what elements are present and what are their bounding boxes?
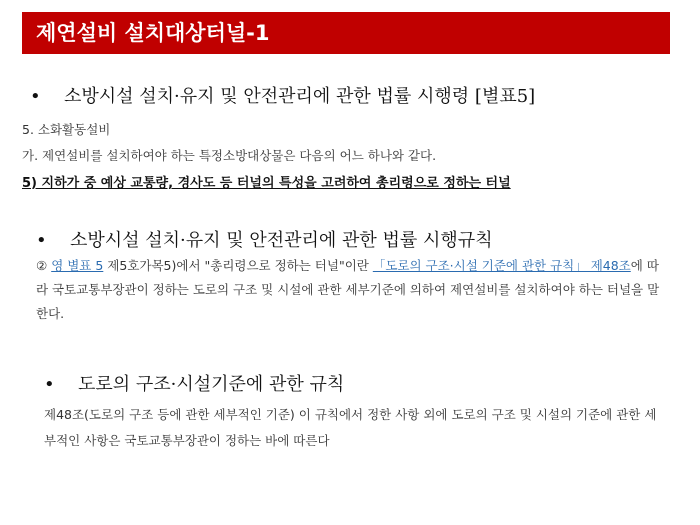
section1-line-2: 가. 제연설비를 설치하여야 하는 특정소방대상물은 다음의 어느 하나와 같다.	[22, 148, 437, 163]
section2-paragraph	[36, 254, 666, 326]
slide-title: 제연설비 설치대상터널-1	[22, 12, 670, 54]
section1-underlined-text: 5) 지하가 중 예상 교통량, 경사도 등 터널의 특성을 고려하여 총리령으로 정하는 터널	[22, 176, 511, 191]
bullet: •	[36, 230, 47, 251]
bullet: •	[30, 86, 41, 107]
section1-line-3	[22, 172, 511, 191]
section2-heading: 소방시설 설치·유지 및 안전관리에 관한 법률 시행규칙	[70, 230, 493, 251]
section1-heading: 소방시설 설치·유지 및 안전관리에 관한 법률 시행령 [별표5]	[64, 86, 536, 107]
section3-heading: 도로의 구조·시설기준에 관한 규칙	[78, 374, 345, 395]
bullet: •	[44, 374, 55, 395]
section2-prefix: ②	[36, 258, 52, 273]
section2-link-article48[interactable]: 「도로의 구조·시설 기준에 관한 규칙」 제48조	[372, 258, 631, 273]
section1-line-1: 5. 소화활동설비	[22, 122, 111, 137]
section2-link-annex5[interactable]: 영 별표 5	[51, 258, 104, 273]
section2-text-mid: 제5호가목5)에서 "총리령으로 정하는 터널"이란	[103, 258, 373, 273]
section2-text-rest: 에 따라 국토교통부장관이 정하는 도로의 구조 및 시설에 관한 세부기준에 의하여 제연설비를 설치하여야 하는 터널을 말한다.	[36, 258, 660, 321]
section1-heading-row	[30, 82, 535, 108]
section2-heading-row	[36, 226, 493, 252]
section3-heading-row	[44, 370, 344, 396]
section3-paragraph: 제48조(도로의 구조 등에 관한 세부적인 기준) 이 규칙에서 정한 사항 외에 도로의 구조 및 시설의 기준에 관한 세부적인 사항은 국토교통부장관이 정하는 바에 따른다	[44, 407, 657, 448]
